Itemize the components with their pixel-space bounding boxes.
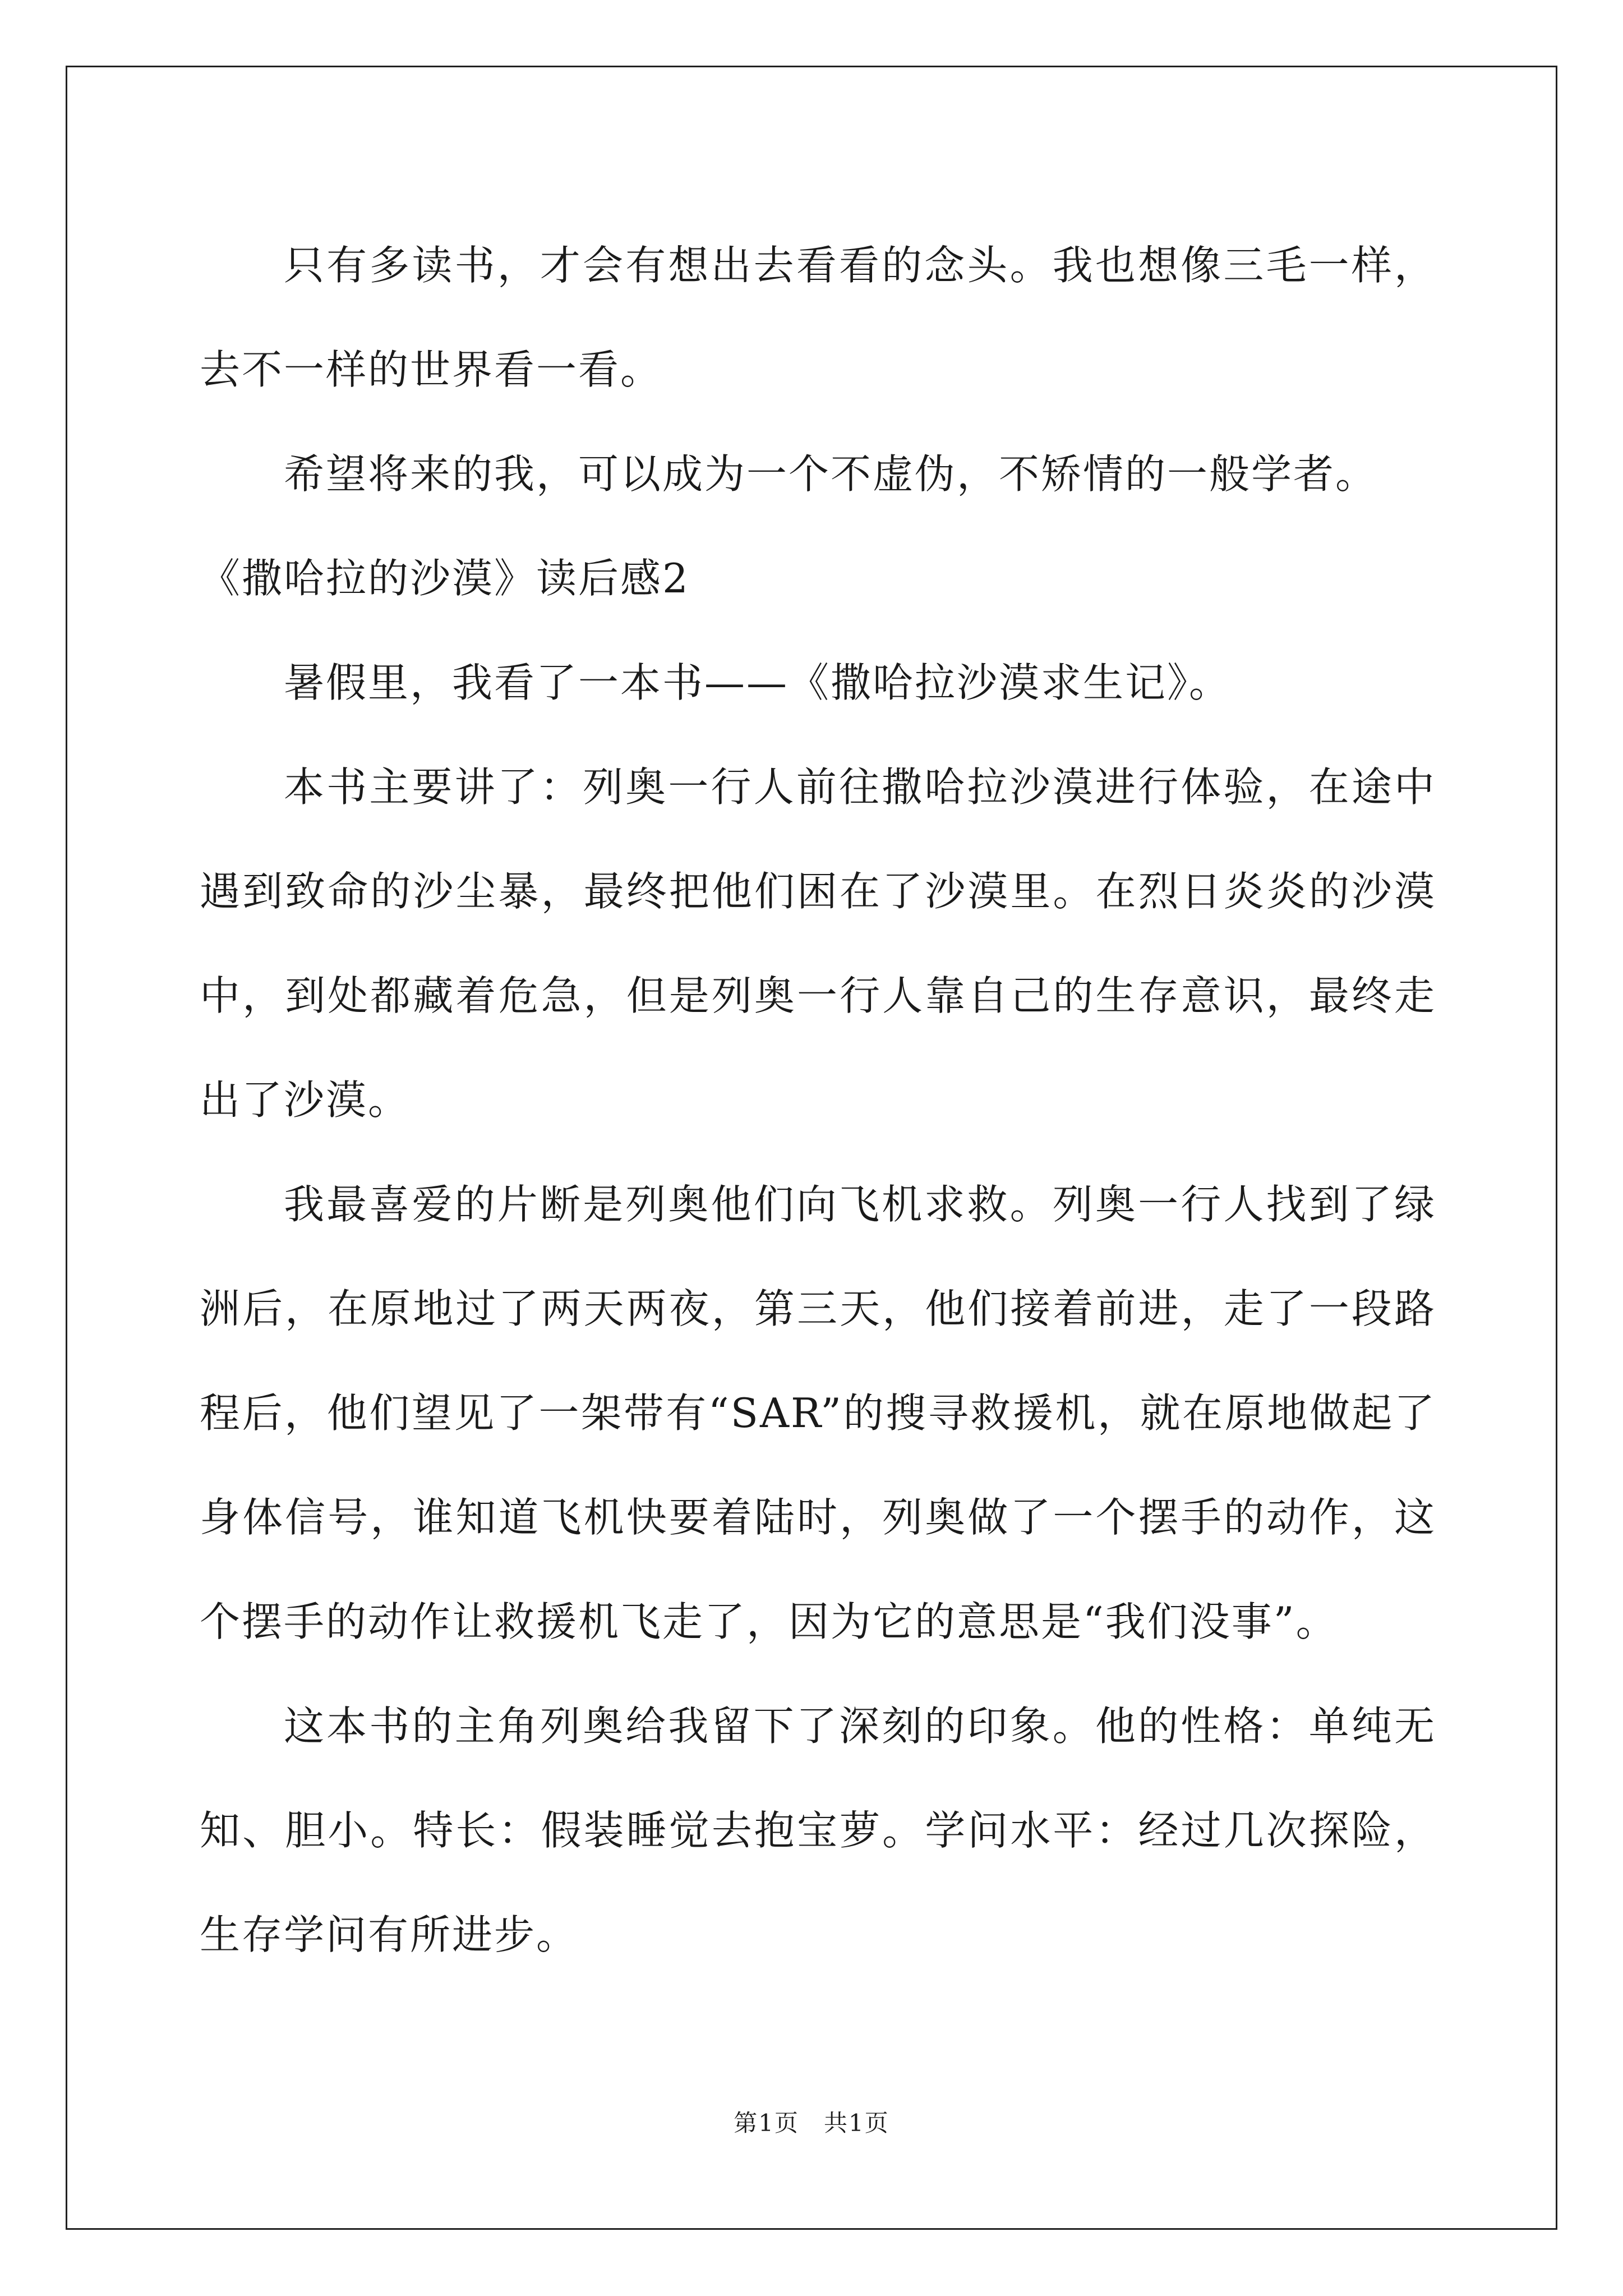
paragraph-4: 本书主要讲了：列奥一行人前往撒哈拉沙漠进行体验，在途中遇到致命的沙尘暴，最终把他们困在了沙漠里。在烈日炎炎的沙漠中，到处都藏着危急，但是列奥一行人靠自己的生存意识，最终走出了沙漠。 bbox=[200, 763, 1436, 1124]
page-footer: 第1页 共1页 bbox=[734, 2109, 889, 2137]
paragraph-3: 暑假里，我看了一本书——《撒哈拉沙漠求生记》。 bbox=[284, 659, 1232, 706]
paragraph-2: 希望将来的我，可以成为一个不虚伪，不矫情的一般学者。 bbox=[284, 450, 1378, 498]
paragraph-6: 这本书的主角列奥给我留下了深刻的印象。他的性格：单纯无知、胆小。特长：假装睡觉去抱宝萝。学问水平：经过几次探险，生存学问有所进步。 bbox=[200, 1703, 1436, 1958]
paragraph-5: 我最喜爱的片断是列奥他们向飞机求救。列奥一行人找到了绿洲后，在原地过了两天两夜，第三天，他们接着前进，走了一段路程后，他们望见了一架带有“SAR”的搜寻救援机，就在原地做起了身体信号，谁知道飞机快要着陆时，列奥做了一个摆手的动作，这个摆手的动作让救援机飞走了，因为它的意思是“我们没事”。 bbox=[200, 1181, 1436, 1645]
paragraph-1: 只有多读书，才会有想出去看看的念头。我也想像三毛一样，去不一样的世界看一看。 bbox=[200, 242, 1436, 393]
document-body bbox=[200, 213, 1436, 1987]
section-heading: 《撒哈拉的沙漠》读后感2 bbox=[200, 555, 690, 602]
